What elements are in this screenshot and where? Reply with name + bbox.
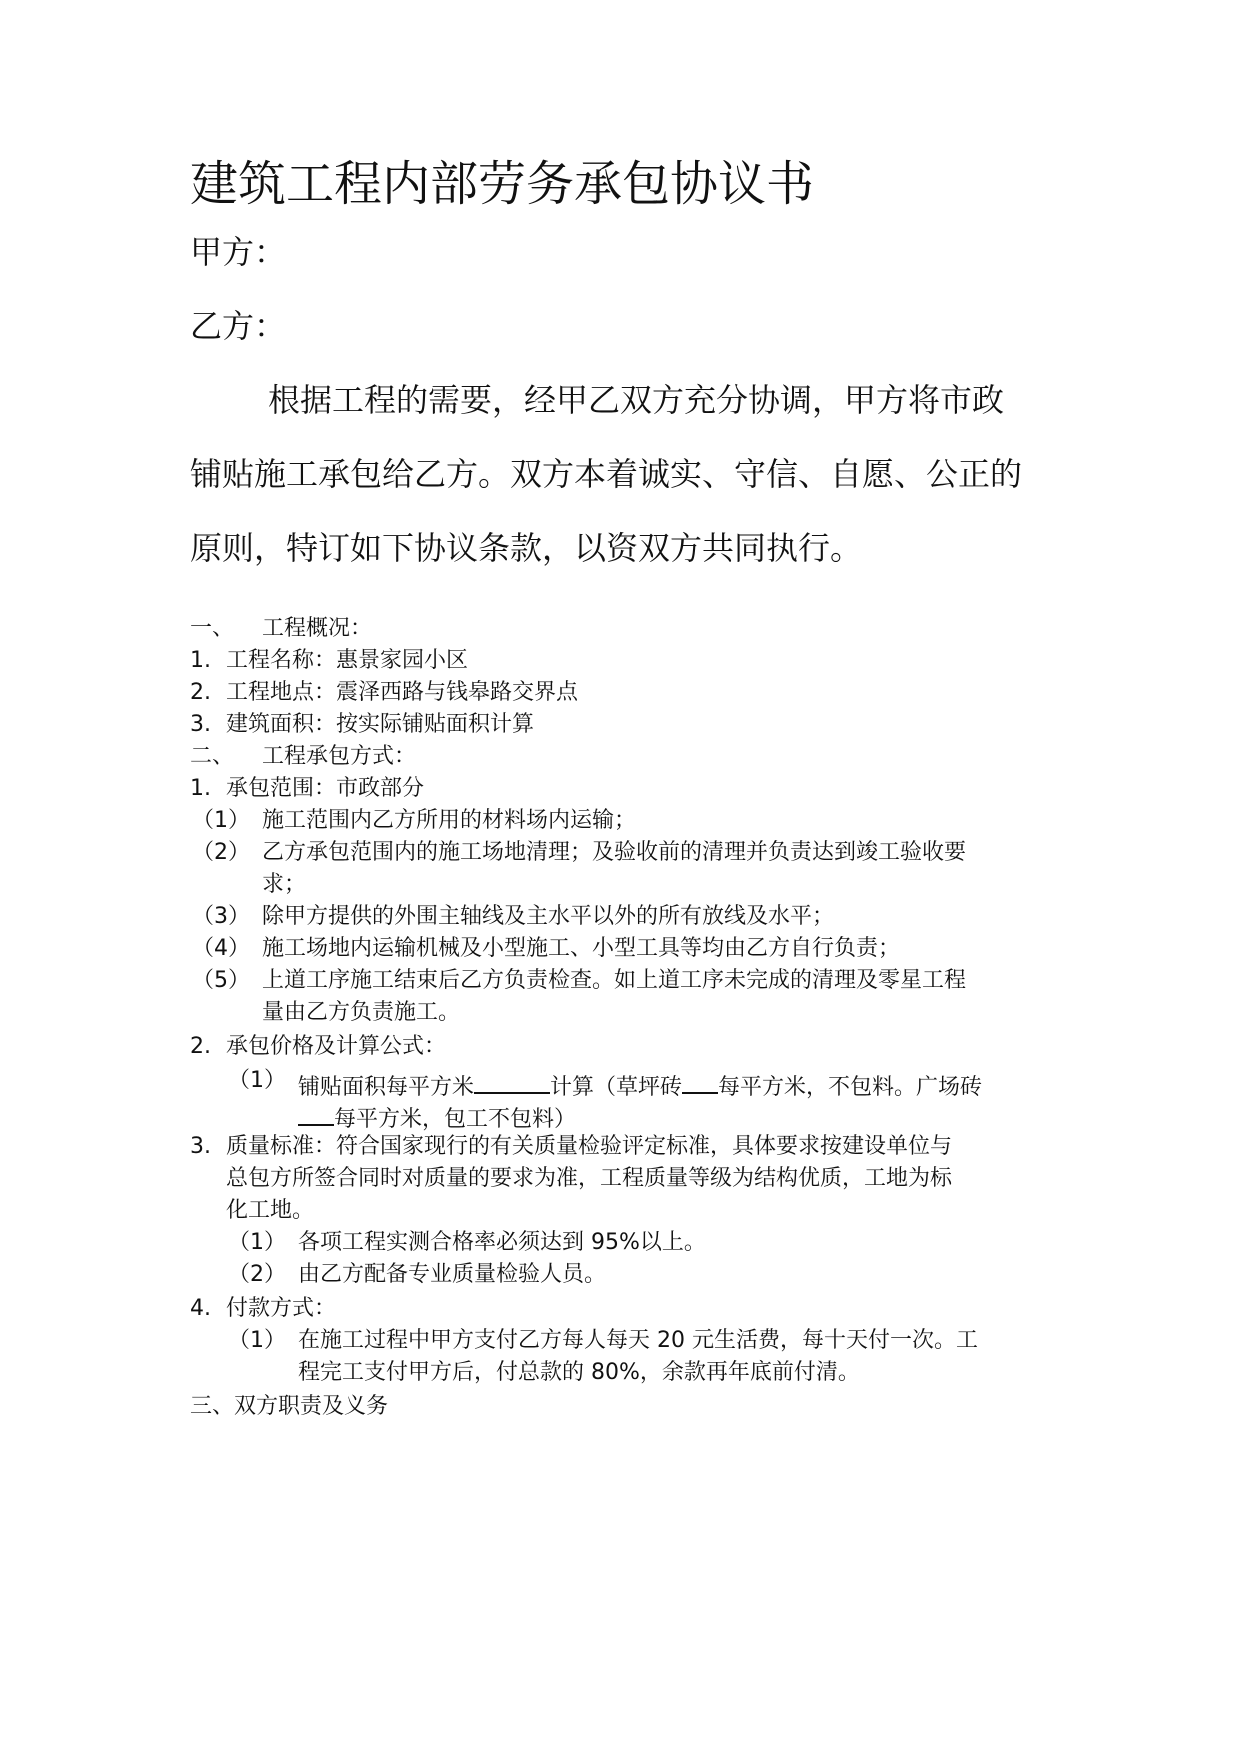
price-formula-text-d: 每平方米，包工不包料） [334,1107,577,1132]
sub-item-number: （4） [192,936,250,961]
intro-line-1: 根据工程的需要，经甲乙双方充分协调，甲方将市政 [268,381,1005,419]
section-3-heading: 三、双方职责及义务 [190,1394,389,1419]
list-item-text-continued: 化工地。 [226,1198,315,1223]
sub-item-number: （1） [228,1328,286,1353]
sub-item-text: 由乙方配备专业质量检验人员。 [298,1262,607,1287]
section-1-number: 一、 [190,616,235,641]
sub-item-number: （2） [192,840,250,865]
sub-item-number: （5） [192,968,250,993]
list-item-text: 承包范围：市政部分 [226,776,425,801]
list-item-number: 4. [190,1296,211,1321]
sub-item-text: 施工场地内运输机械及小型施工、小型工具等均由乙方自行负责； [262,936,901,961]
sub-item-number: （1） [192,808,250,833]
price-blank-field [474,1066,550,1094]
section-2-heading: 工程承包方式： [262,744,417,769]
price-formula-text-b: 计算（草坪砖 [550,1075,683,1100]
sub-item-text: 除甲方提供的外围主轴线及主水平以外的所有放线及水平； [262,904,835,929]
price-formula-line-continued [298,1098,576,1135]
sub-item-text: 各项工程实测合格率必须达到 95%以上。 [298,1230,706,1255]
sub-item-text-continued: 求； [262,872,307,897]
list-item-number: 1. [190,776,211,801]
price-formula-text-a: 铺贴面积每平方米 [298,1075,475,1100]
list-item-number: 3. [190,1134,211,1159]
list-item-text: 工程名称：惠景家园小区 [226,648,469,673]
sub-item-text-continued: 程完工支付甲方后，付总款的 80%，余款再年底前付清。 [298,1360,860,1385]
section-1-heading: 工程概况： [262,616,373,641]
list-item-number: 2. [190,1034,211,1059]
intro-line-2: 铺贴施工承包给乙方。双方本着诚实、守信、自愿、公正的 [190,455,1023,493]
list-item-text: 承包价格及计算公式： [226,1034,447,1059]
sub-item-text-continued: 量由乙方负责施工。 [262,1000,461,1025]
party-a-label: 甲方： [190,233,287,271]
sub-item-number: （3） [192,904,250,929]
list-item-text: 建筑面积：按实际铺贴面积计算 [226,712,535,737]
lawn-brick-price-blank [682,1066,718,1094]
list-item-text: 工程地点：震泽西路与钱皋路交界点 [226,680,579,705]
plaza-brick-price-blank [298,1098,334,1126]
sub-item-text: 乙方承包范围内的施工场地清理；及验收前的清理并负责达到竣工验收要 [262,840,967,865]
list-item-text-continued: 总包方所签合同时对质量的要求为准，工程质量等级为结构优质，工地为标 [226,1166,953,1191]
sub-item-text: 上道工序施工结束后乙方负责检查。如上道工序未完成的清理及零星工程 [262,968,967,993]
price-formula-text-c: 每平方米，不包料。广场砖 [718,1075,983,1100]
sub-item-number: （2） [228,1262,286,1287]
sub-item-number: （1） [228,1230,286,1255]
list-item-text: 付款方式： [226,1296,337,1321]
list-item-number: 3. [190,712,211,737]
document-title: 建筑工程内部劳务承包协议书 [190,156,815,212]
section-2-number: 二、 [190,744,235,769]
sub-item-number: （1） [228,1068,286,1093]
party-b-label: 乙方： [190,307,287,345]
sub-item-text: 在施工过程中甲方支付乙方每人每天 20 元生活费，每十天付一次。工 [298,1328,978,1353]
list-item-text: 质量标准：符合国家现行的有关质量检验评定标准，具体要求按建设单位与 [226,1134,953,1159]
sub-item-text: 施工范围内乙方所用的材料场内运输； [262,808,637,833]
list-item-number: 1. [190,648,211,673]
list-item-number: 2. [190,680,211,705]
intro-line-3: 原则，特订如下协议条款，以资双方共同执行。 [190,529,863,567]
